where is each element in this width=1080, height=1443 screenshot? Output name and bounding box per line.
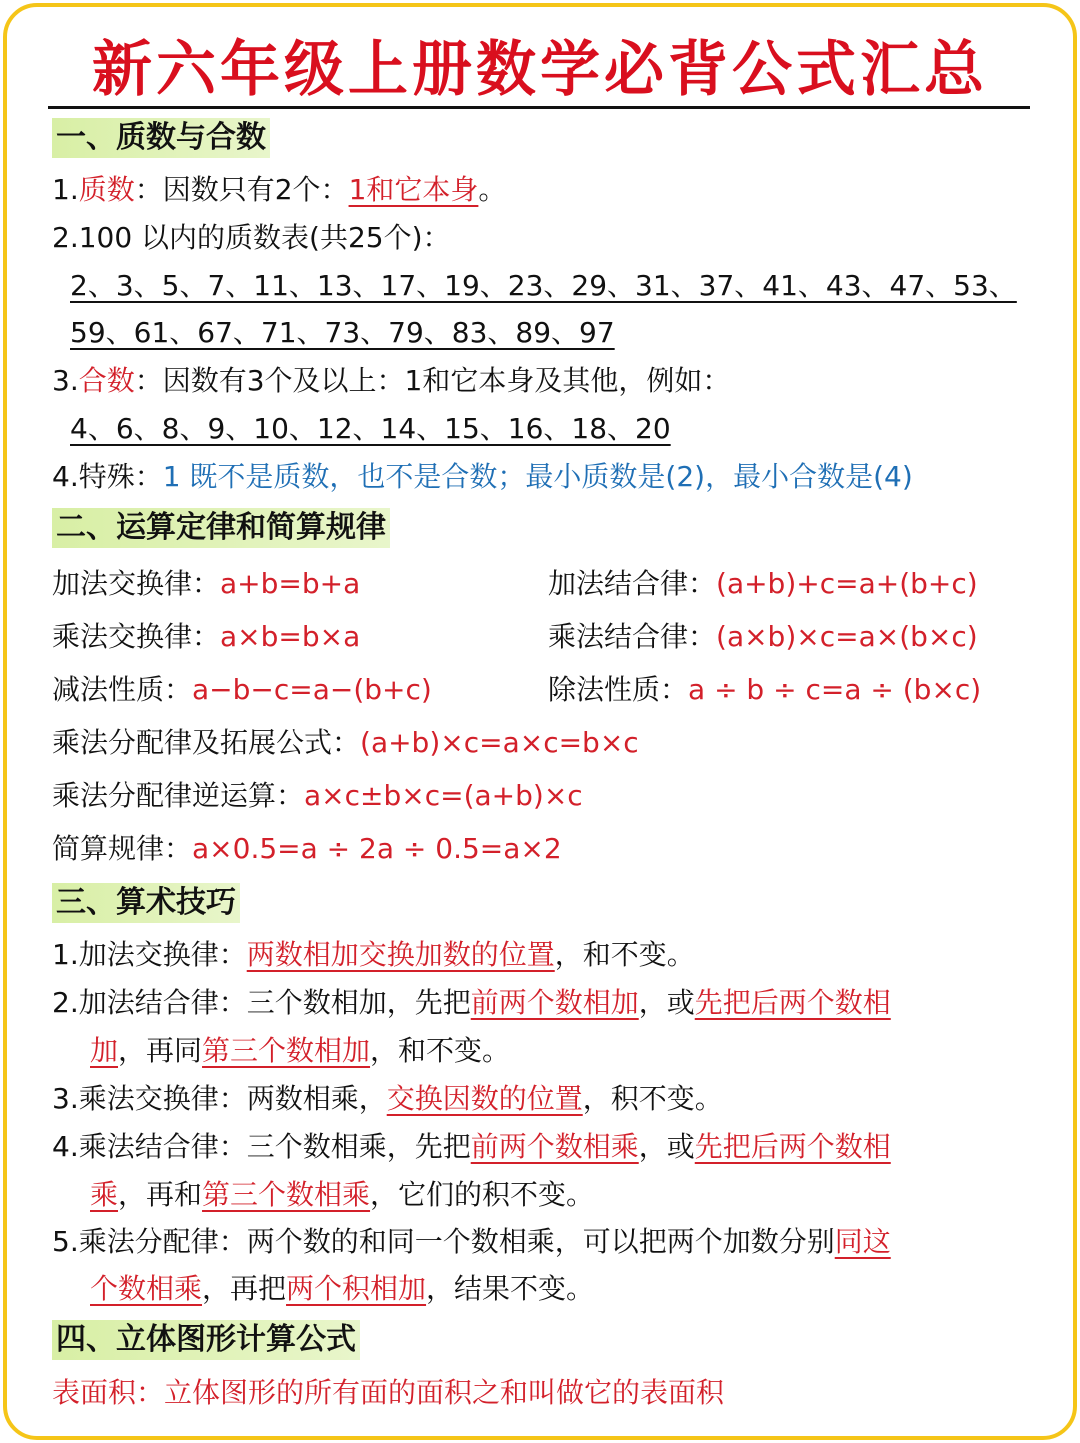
law-label: 乘法交换律： (52, 620, 221, 653)
term-prime: 质数 (78, 173, 135, 206)
tip-text: ，或 (638, 986, 695, 1019)
law-division-property (548, 670, 981, 710)
tip-highlight: 两个积相加 (286, 1272, 427, 1305)
law-subtraction-property (52, 670, 432, 710)
law-label: 乘法分配律及拓展公式： (52, 726, 361, 759)
section-heading-laws: 二、运算定律和简算规律 (52, 508, 390, 548)
law-formula: (a×b)×c=a×(b×c) (716, 620, 978, 653)
tip-highlight: 个数相乘 (90, 1272, 203, 1305)
law-distributive (52, 723, 639, 763)
definition-text: ：因数只有2个： (134, 173, 349, 206)
tip-highlight: 第三个数相加 (202, 1034, 371, 1067)
tip-mul-associative-cont (90, 1175, 594, 1215)
prime-list-row-1: 2、3、5、7、11、13、17、19、23、29、31、37、41、43、47、53、 (70, 269, 1017, 302)
tip-highlight: 前两个数相加 (470, 986, 639, 1019)
law-mul-associative (548, 617, 978, 657)
tip-mul-associative (52, 1127, 891, 1167)
page-title: 新六年级上册数学必背公式汇总 (92, 35, 988, 105)
tip-mul-commutative (52, 1079, 723, 1119)
tip-text: 2.加法结合律：三个数相加，先把 (52, 986, 471, 1019)
tip-text: ，或 (638, 1130, 695, 1163)
line-special-note (52, 457, 913, 497)
tip-text: 4.乘法结合律：三个数相乘，先把 (52, 1130, 471, 1163)
tip-text: 1.加法交换律： (52, 938, 247, 971)
law-formula: a ÷ b ÷ c=a ÷ (b×c) (688, 673, 982, 706)
tip-highlight: 前两个数相乘 (470, 1130, 639, 1163)
law-label: 加法交换律： (52, 567, 221, 600)
tip-text: ，再和 (118, 1178, 203, 1211)
law-formula: a−b−c=a−(b+c) (192, 673, 432, 706)
law-formula: (a+b)×c=a×c=b×c (360, 726, 639, 759)
law-label: 除法性质： (548, 673, 689, 706)
tip-text: ，再同 (118, 1034, 203, 1067)
tip-highlight: 第三个数相乘 (202, 1178, 371, 1211)
tip-text: ，再把 (202, 1272, 287, 1305)
definition-text: ：因数有3个及以上：1和它本身及其他，例如： (134, 364, 731, 397)
surface-area-definition: 表面积：立体图形的所有面的面积之和叫做它的表面积 (52, 1376, 725, 1409)
law-simplification (52, 829, 562, 869)
tip-highlight: 乘 (90, 1178, 119, 1211)
special-text: 1 既不是质数，也不是合数；最小质数是(2)，最小合数是(4) (162, 460, 913, 493)
tip-highlight: 先把后两个数相 (694, 1130, 891, 1163)
line-prime-definition (52, 170, 506, 210)
tip-text: ，它们的积不变。 (370, 1178, 595, 1211)
law-label: 简算规律： (52, 832, 193, 865)
tip-distributive (52, 1222, 891, 1262)
term-composite: 合数 (78, 364, 135, 397)
tip-text: 5.乘法分配律：两个数的和同一个数相乘，可以把两个加数分别 (52, 1225, 835, 1258)
punctuation: 。 (478, 173, 507, 206)
law-mul-commutative (52, 617, 360, 657)
tip-add-commutative (52, 935, 695, 975)
law-formula: a×0.5=a ÷ 2a ÷ 0.5=a×2 (192, 832, 562, 865)
tip-text: ，和不变。 (370, 1034, 511, 1067)
tip-text: 3.乘法交换律：两数相乘， (52, 1082, 387, 1115)
line-number: 3. (52, 364, 79, 397)
law-label: 减法性质： (52, 673, 193, 706)
line-prime-table-title: 2.100 以内的质数表(共25个)： (52, 221, 451, 254)
law-formula: a×b=b×a (220, 620, 361, 653)
composite-list: 4、6、8、9、10、12、14、15、16、18、20 (70, 412, 671, 445)
section-heading-solids: 四、立体图形计算公式 (52, 1320, 360, 1360)
line-number: 1. (52, 173, 79, 206)
tip-text: ，结果不变。 (426, 1272, 595, 1305)
law-label: 加法结合律： (548, 567, 717, 600)
tip-text: ，积不变。 (582, 1082, 723, 1115)
law-add-associative (548, 564, 978, 604)
law-distributive-inverse (52, 776, 583, 816)
tip-text: ，和不变。 (554, 938, 695, 971)
law-label: 乘法结合律： (548, 620, 717, 653)
special-label: 4.特殊： (52, 460, 163, 493)
line-composite-definition (52, 361, 730, 401)
tip-highlight: 两数相加交换加数的位置 (246, 938, 555, 971)
tip-add-associative-cont (90, 1031, 510, 1071)
law-formula: (a+b)+c=a+(b+c) (716, 567, 978, 600)
law-formula: a+b=b+a (220, 567, 361, 600)
section-heading-tips: 三、算术技巧 (52, 883, 240, 923)
tip-highlight: 交换因数的位置 (386, 1082, 583, 1115)
tip-highlight: 加 (90, 1034, 119, 1067)
section-heading-primes: 一、质数与合数 (52, 118, 270, 158)
tip-add-associative (52, 983, 891, 1023)
prime-list-row-2: 59、61、67、71、73、79、83、89、97 (70, 316, 615, 349)
tip-highlight: 同这 (834, 1225, 891, 1258)
law-add-commutative (52, 564, 360, 604)
tip-distributive-cont (90, 1269, 594, 1309)
tip-highlight: 先把后两个数相 (694, 986, 891, 1019)
law-label: 乘法分配律逆运算： (52, 779, 305, 812)
highlight-text: 1和它本身 (348, 173, 479, 206)
law-formula: a×c±b×c=(a+b)×c (304, 779, 583, 812)
title-divider (48, 106, 1030, 109)
